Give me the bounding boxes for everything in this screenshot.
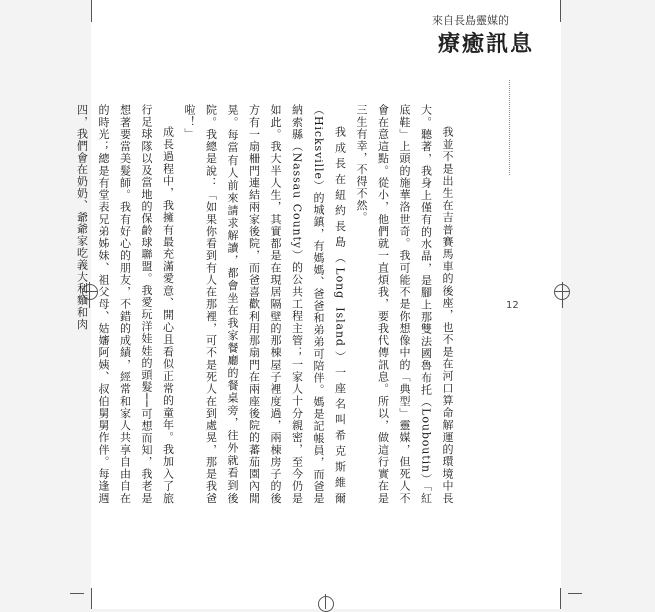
paragraph: 我成長在紐約長島（Long Island）一座名叫希克斯維爾（Hicksville）的城鎮，有媽媽、爸爸和弟弟可陪伴。媽是記帳員，而爸是納索縣（Nassau County）的公共工程主管；一家人十分親密，至今仍是如此。我大半人生，其實都是在現居隔壁的那棟屋子裡度過，兩棟房子的後方有一扇柵門連結兩家後院，而爸喜歡利用那扇門在兩座後院的蕃茄園內閒晃。每當有人前來請求解讀，都會坐在我家餐廳的餐桌旁，往外就看到後院。我總是說：「如果你看到有人在那裡，可不是死人在到處晃，那是我爸啦！」 <box>183 104 347 504</box>
crop-mark <box>560 588 561 609</box>
crop-mark <box>568 593 582 594</box>
crop-mark <box>91 588 92 609</box>
registration-circle <box>318 596 334 612</box>
header-subtitle: 來自長島靈媒的 <box>432 14 509 27</box>
page-number: 12 <box>506 300 519 311</box>
body-text <box>75 104 458 504</box>
crop-mark <box>70 593 84 594</box>
crop-mark <box>91 0 92 22</box>
crop-mark <box>560 0 561 22</box>
registration-circle <box>554 284 570 300</box>
header-title: 療癒訊息 <box>438 32 535 57</box>
paragraph: 成長過程中，我擁有最充滿愛意、開心且看似正常的童年。我加入了旅行足球隊以及當地的保齡球聯盟。我愛玩洋娃娃的頭髮──可想而知，我老是想著要當美髮師。我有好心的朋友，不錯的成績，經常和家人共享自由自在的時光；總是有堂表兄弟姊妹、祖父母、姑嬸阿姨、叔伯舅舅作伴。每逢週四，我們會在奶奶、爺爺家吃義大利麵和肉 <box>75 104 175 504</box>
header-divider <box>509 80 510 175</box>
paragraph: 我並不是出生在吉普賽馬車的後座，也不是在河口算命解運的環境中長大。聽著，我身上僅有的水晶，是腳上那雙法國魯布托（Louboutin）「紅底鞋」上頭的施華洛世奇。我可能不是你想像中的「典型」靈媒，但死人不會在意這點。從小，他們就一直煩我，要我代傳訊息。所以，做這行實在是三生有幸，不得不然。 <box>355 104 454 504</box>
